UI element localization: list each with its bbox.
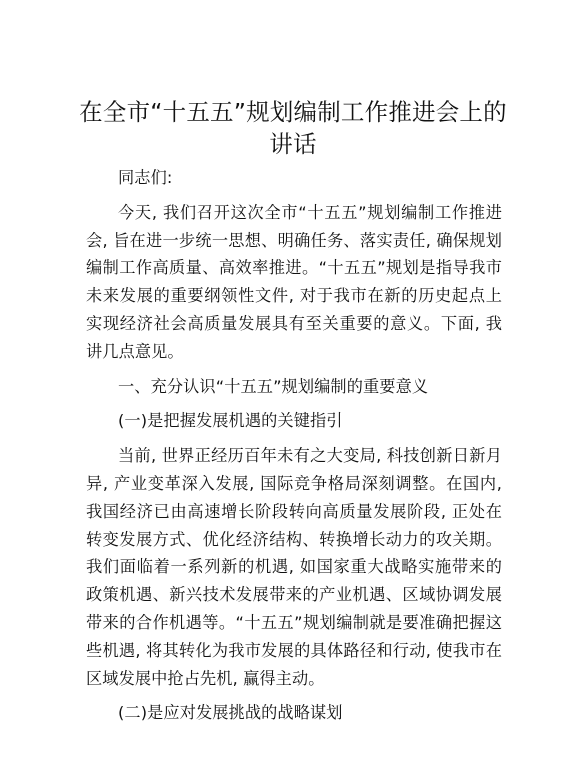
- subsection-paragraph-1: 当前, 世界正经历百年未有之大变局, 科技创新日新月异, 产业变革深入发展, 国际竞争格局深刻调整。在国内, 我国经济已由高速增长阶段转向高质量发展阶段, 正处在转变发展方式、优化经济结构、转换增长动力的攻关期。我们面临着一系列新的机遇, 如国家重大战略实施带来的政策机遇、新兴技术发展带来的产业机遇、区域协调发展带来的合作机遇等。“十五五”规划编制就是要准确把握这些机遇, 将其转化为我市发展的具体路径和行动, 使我市在区域发展中抢占先机, 赢得主动。: [86, 446, 502, 688]
- document-title: 在全市“十五五”规划编制工作推进会上的讲话: [79, 98, 507, 158]
- subsection-heading-2: (二)是应对发展挑战的战略谋划: [118, 703, 343, 723]
- salutation: 同志们:: [118, 168, 173, 187]
- document-body: [86, 164, 502, 734]
- subsection-heading-1: (一)是把握发展机遇的关键指引: [118, 411, 343, 431]
- section-heading-1: 一、充分认识“十五五”规划编制的重要意义: [118, 376, 429, 396]
- intro-paragraph: 今天, 我们召开这次全市“十五五”规划编制工作推进会, 旨在进一步统一思想、明确任务、落实责任, 确保规划编制工作高质量、高效率推进。“十五五”规划是指导我市未来发展的重要纲领性文件, 对于我市在新的历史起点上实现经济社会高质量发展具有至关重要的意义。下面, 我讲几点意见。: [86, 202, 502, 361]
